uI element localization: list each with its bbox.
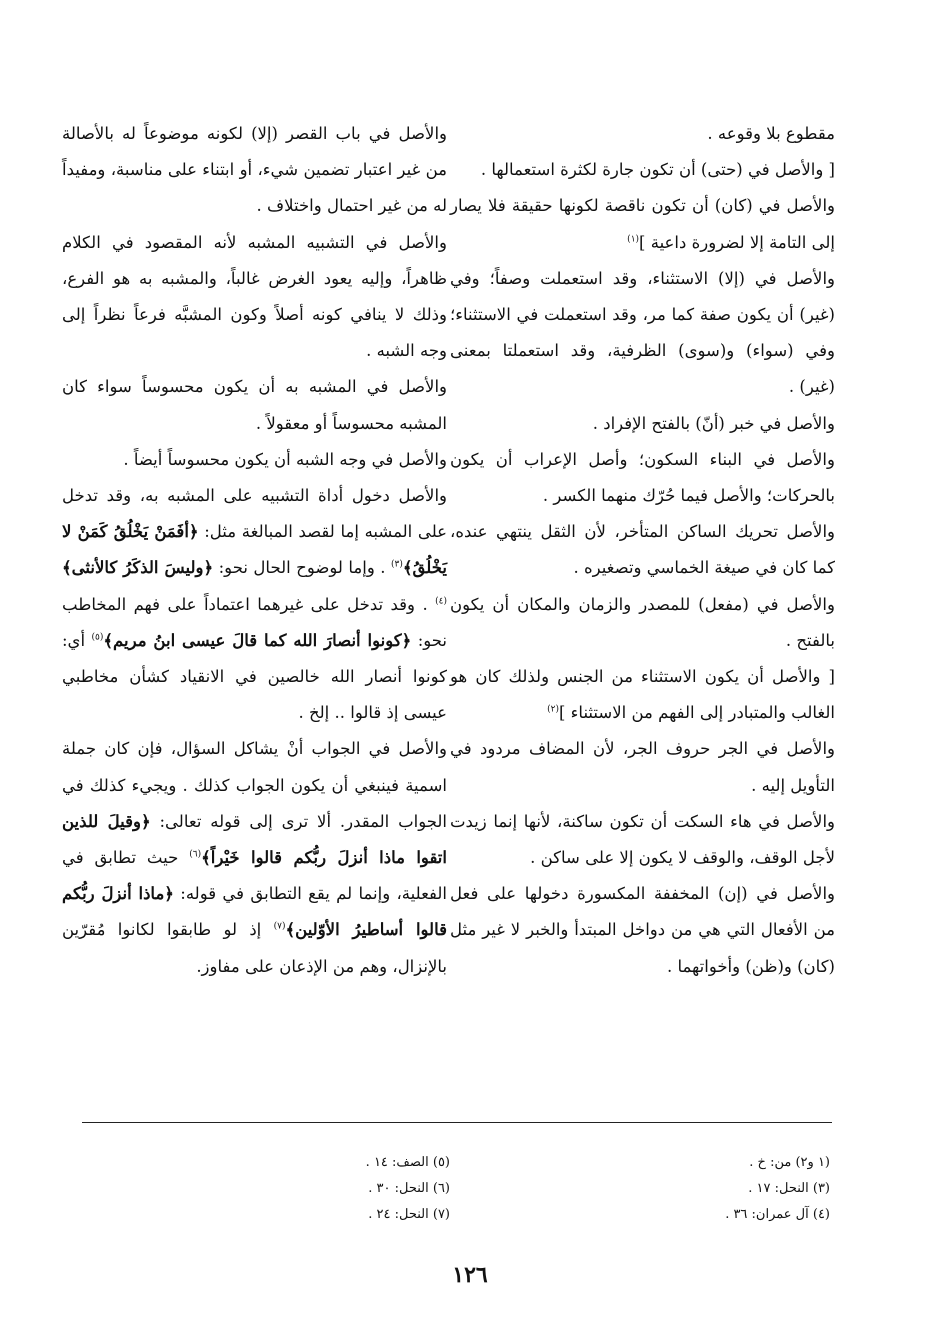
footnote: (٣) النحل: ١٧ . (748, 1181, 830, 1196)
paragraph-text: والأصل في الجواب أنْ يشاكل السؤال، فإن كان جملة اسمية فينبغي أن يكون الجواب كذلك . ويجيء كذلك في الجواب المقدر. ألا ترى إلى قوله تعالى: (62, 739, 448, 831)
footnotes-right (600, 1150, 830, 1228)
footnote-mark: (٧) (273, 921, 286, 932)
paragraph: [ والأصل في (حتى) أن تكون جارة لكثرة استعمالها . (480, 160, 835, 180)
paragraph: والأصل في باب القصر (إلا) لكونه موضوعاً له بالأصالة من غير اعتبار تضمين شيء، أو ابتناء على مناسبة، ومفيداً له من غير احتمال واختلاف . (62, 124, 447, 216)
quran-quote: ﴿وقيلَ للذين اتقوا ماذا أنزلَ ربُّكم قالوا خَيْراً﴾ (62, 811, 447, 868)
paragraph-text: حيث تطابق في الفعلية، وإنما لم يقع التطابق في قوله: (62, 848, 447, 904)
footnote-mark: (٣) (391, 559, 403, 570)
footnote: (٥) الصف: ١٤ . (365, 1155, 450, 1170)
right-text-column (450, 116, 835, 985)
page-number: ١٢٦ (452, 1262, 488, 1288)
paragraph (62, 731, 447, 984)
footnotes-left (240, 1150, 450, 1228)
quran-quote: ﴿كونوا أنصارَ الله كما قالَ عيسى ابنُ مريم﴾ (103, 630, 412, 650)
quran-quote: ﴿ماذا أنزلَ ربُّكم قالوا أساطيرُ الأوّلين﴾ (62, 884, 447, 940)
paragraph: والأصل في المشبه به أن يكون محسوساً سواء كان المشبه محسوساً أو معقولاً . (62, 377, 447, 433)
quran-quote: ﴿أفَمَنْ يَخْلُقُ كَمَنْ لا يَخْلُقُ﴾ (62, 522, 448, 578)
paragraph: والأصل في خبر (أنّ) بالفتح الإفراد . (592, 413, 835, 433)
footnote-divider (82, 1122, 832, 1123)
paragraph-text: أي: كونوا أنصار الله خالصين في الانقياد كشأن مخاطبي عيسى إذ قالوا .. إلخ . (62, 630, 447, 723)
footnote-mark: (٢) (547, 704, 559, 715)
paragraph (450, 188, 835, 260)
paragraph: والأصل تحريك الساكن المتأخر، لأن الثقل ينتهي عنده، كما كان في صيغة الخماسي وتصغيره . (450, 522, 835, 578)
paragraph-text: . وإما لوضوح الحال نحو: (218, 558, 386, 578)
footnote: (٧) النحل: ٢٤ . (368, 1207, 450, 1222)
footnote: (١ و٢) من: خ . (749, 1155, 830, 1170)
footnote-mark: (١) (627, 234, 640, 245)
paragraph: والأصل في البناء السكون؛ وأصل الإعراب أن يكون بالحركات؛ والأصل فيما حُرّك منهما الكسر . (450, 449, 835, 506)
paragraph: والأصل في (إلا) الاستثناء، وقد استعملت وصفاً؛ وفي (غير) أن يكون صفة كما مر، وقد استعملت في الاستثناء؛ وفي (سواء) و(سوى) الظرفية، وقد استعملتا بمعنى (غير) . (450, 268, 835, 397)
paragraph: والأصل في الجر حروف الجر، لأن المضاف مردود في التأويل إليه . (450, 739, 835, 795)
paragraph-text: إذ لو طابقوا لكانوا مُقرّين بالإنزال، وهم من الإذعان على مفاوز. (62, 920, 447, 976)
paragraph: والأصل في وجه الشبه أن يكون محسوساً أيضاً . (123, 449, 447, 469)
footnote-mark: (٤) (435, 596, 447, 607)
paragraph-text: . وقد تدخل على غيرهما اعتماداً على فهم المخاطب نحو: (62, 594, 448, 650)
paragraph-text: والأصل في (كان) أن تكون ناقصة لكونها حقيقة فلا يصار إلى التامة إلا لضرورة داعية ] (450, 196, 835, 252)
paragraph-text: [ والأصل أن يكون الاستثناء من الجنس ولذلك كان هو الغالب والمتبادر إلى الفهم من الاستثناء ] (450, 667, 835, 723)
paragraph: والأصل في (إن) المخففة المكسورة دخولها على فعل من الأفعال التي هي من دواخل المبتدأ والخبر لا غير مثل (كان) و(ظن) وأخواتهما . (450, 884, 835, 976)
left-text-column (62, 116, 447, 985)
footnote-mark: (٦) (189, 849, 202, 860)
footnote-mark: (٥) (91, 632, 104, 643)
paragraph (62, 478, 447, 731)
paragraph (450, 659, 835, 731)
paragraph: مقطوع بلا وقوعه . (707, 124, 835, 143)
paragraph: والأصل في التشبيه المشبه لأنه المقصود في الكلام ظاهراً، وإليه يعود الغرض غالباً، والمشبه به هو الفرع، وذلك لا ينافي كونه أصلاً وكون المشبَّه فرعاً نظراً إلى وجه الشبه . (62, 232, 447, 361)
footnote: (٦) النحل: ٣٠ . (368, 1181, 450, 1196)
paragraph: والأصل في (مفعل) للمصدر والزمان والمكان أن يكون بالفتح . (450, 594, 835, 650)
paragraph: والأصل في هاء السكت أن تكون ساكنة، لأنها إنما زيدت لأجل الوقف، والوقف لا يكون إلا على ساكن . (450, 811, 835, 868)
paragraph-text: والأصل دخول أداة التشبيه على المشبه به، وقد تدخل على المشبه إما لقصد المبالغة مثل: (62, 486, 447, 542)
footnote: (٤) آل عمران: ٣٦ . (725, 1207, 830, 1222)
quran-quote: ﴿وليسَ الذكَرُ كالأنثى﴾ (62, 558, 214, 578)
